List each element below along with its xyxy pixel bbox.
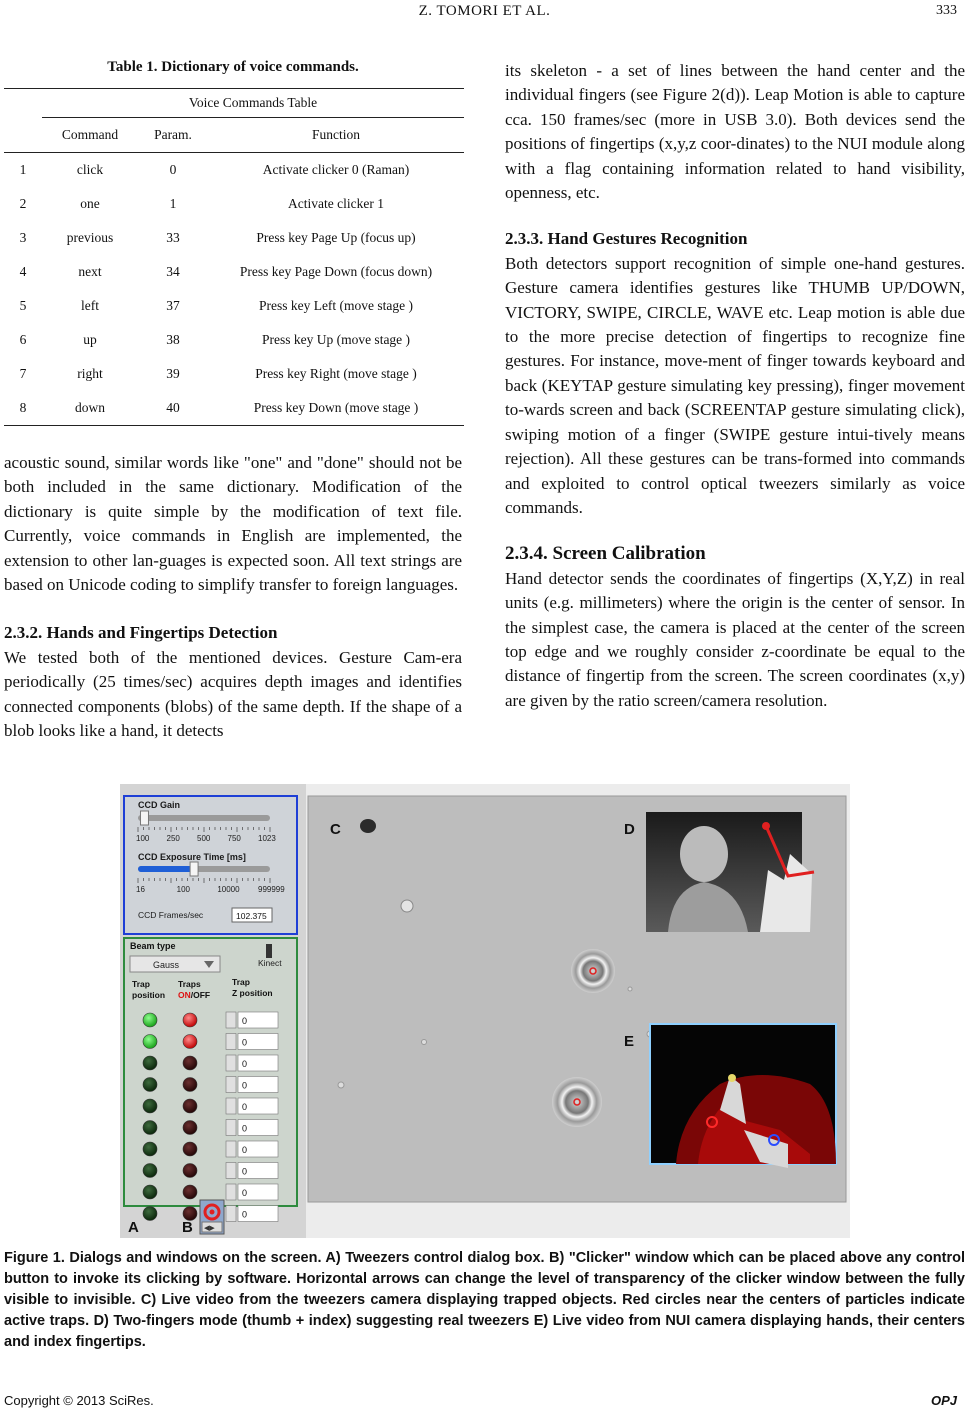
trap-position-led[interactable]	[143, 1099, 157, 1113]
z-position-value: 0	[242, 1145, 248, 1155]
table-row: 1 click 0 Activate clicker 0 (Raman)	[19, 162, 410, 177]
z-stepper[interactable]	[226, 1163, 236, 1179]
trapped-bead-1	[571, 949, 615, 993]
trap-onoff-led[interactable]	[183, 1185, 197, 1199]
z-position-value: 0	[242, 1037, 248, 1048]
paragraph: its skeleton - a set of lines between the hand center and the individual fingers (see Figure 2(d)). Leap Motion is able to capture cca. 150 frames/sec (more in USB 3.0). Both devices send the positions of fingertips (x,y,z coor-dinates) to the NUI module along with a flag containing information related to hand visibility, openness, etc.	[505, 61, 965, 203]
exposure-slider-fill	[138, 866, 194, 872]
journal-abbrev: OPJ	[930, 1393, 957, 1408]
page-number: 333	[936, 3, 957, 18]
trap-position-led[interactable]	[143, 1056, 157, 1070]
table-row: 7 right 39 Press key Right (move stage )	[19, 366, 417, 381]
tick-label: 100	[176, 885, 191, 894]
right-column-text	[505, 59, 965, 713]
label-a: A	[128, 1219, 139, 1236]
frames-value: 102.375	[236, 911, 267, 921]
z-position-value: 0	[242, 1102, 248, 1112]
tick-label: 10000	[217, 885, 240, 894]
trapped-bead-2	[552, 1077, 602, 1127]
kinect-label: Kinect	[258, 958, 282, 968]
index-fingertip	[728, 1074, 736, 1082]
trap-z-label-2: Z position	[232, 988, 273, 998]
gain-slider-thumb[interactable]	[140, 811, 148, 825]
label-e: E	[624, 1033, 635, 1050]
label-b: B	[182, 1219, 193, 1236]
trap-position-led[interactable]	[143, 1164, 157, 1178]
table-row: 2 one 1 Activate clicker 1	[19, 196, 384, 211]
tick-label: 16	[136, 885, 145, 894]
trap-onoff-led[interactable]	[183, 1078, 197, 1092]
table-row: 8 down 40 Press key Down (move stage )	[4, 391, 464, 426]
trap-position-label: Trap	[132, 979, 150, 989]
tick-label: 1023	[258, 834, 276, 843]
tick-label: 750	[227, 834, 241, 843]
label-d: D	[624, 821, 635, 838]
tick-label: 999999	[258, 885, 285, 894]
z-stepper[interactable]	[226, 1055, 236, 1071]
voice-commands-table	[4, 88, 464, 426]
kinect-toggle[interactable]	[266, 944, 272, 958]
z-stepper[interactable]	[226, 1206, 236, 1222]
trap-onoff-led[interactable]	[183, 1121, 197, 1135]
z-stepper[interactable]	[226, 1120, 236, 1136]
traps-label: Traps	[178, 979, 201, 989]
figure-caption: Figure 1. Dialogs and windows on the screen. A) Tweezers control dialog box. B) "Clicker" window which can be placed above any control button to invoke its clicking by software. Horizontal arrows can change the level of transparency of the clicker window between the fully visible to invisible. C) Live video from the tweezers camera displaying trapped objects. Red circles near the centers of particles indicate active traps. D) Two-fingers mode (thumb + index) suggesting real tweezers E) Live video from NUI camera displaying hands, their centers and index fingertips.	[4, 1250, 965, 1350]
particle-small	[401, 900, 413, 912]
ccd-gain-label: CCD Gain	[138, 800, 181, 810]
trap-position-led[interactable]	[143, 1185, 157, 1199]
trap-onoff-led[interactable]	[183, 1099, 197, 1113]
trap-onoff-led[interactable]	[183, 1035, 197, 1049]
table-row: 5 left 37 Press key Left (move stage )	[19, 298, 414, 313]
paragraph: We tested both of the mentioned devices. Gesture Cam-era periodically (25 times/sec) acquires depth images and identifies connected components (blobs) of the same depth. If the shape of a blob looks like a hand, it detects	[4, 647, 462, 741]
header-authors: Z. TOMORI ET AL.	[418, 3, 551, 19]
table-caption: Table 1. Dictionary of voice commands.	[107, 59, 359, 75]
z-stepper[interactable]	[226, 1034, 236, 1050]
exposure-slider-thumb[interactable]	[190, 862, 198, 876]
z-stepper[interactable]	[226, 1012, 236, 1028]
head-shape	[680, 826, 728, 882]
beam-type-value: Gauss	[153, 960, 180, 970]
section-heading: 2.3.3. Hand Gestures Recognition	[505, 229, 748, 249]
table-row: 6 up 38 Press key Up (move stage )	[19, 332, 411, 347]
column-header	[4, 118, 42, 153]
copyright: Copyright © 2013 SciRes.	[4, 1393, 154, 1408]
z-position-value: 0	[242, 1016, 248, 1026]
trap-onoff-led[interactable]	[183, 1164, 197, 1178]
trap-onoff-led[interactable]	[183, 1142, 197, 1156]
frames-label: CCD Frames/sec	[138, 910, 204, 920]
particle-dark	[360, 819, 376, 833]
figure-svg	[120, 784, 850, 1238]
section-heading: 2.3.2. Hands and Fingertips Detection	[4, 623, 278, 643]
z-position-value: 0	[242, 1166, 248, 1177]
z-stepper[interactable]	[226, 1098, 236, 1114]
table-row: 3 previous 33 Press key Page Up (focus up)	[19, 230, 416, 245]
z-position-value: 0	[242, 1059, 248, 1069]
trap-onoff-led[interactable]	[183, 1013, 197, 1027]
beam-type-label: Beam type	[130, 941, 176, 951]
z-position-value: 0	[242, 1080, 248, 1091]
z-stepper[interactable]	[226, 1141, 236, 1157]
table-group-header: Voice Commands Table	[42, 89, 464, 118]
trap-position-label-2: position	[132, 990, 166, 1000]
paragraph: Both detectors support recognition of simple one-hand gestures. Gesture camera identifies gestures like THUMB UP/DOWN, VICTORY, SWIPE, CIRCLE, WAVE etc. Leap motion is able due to the more precise detection of fingertips to recognize fine gestures. For instance, move-ment of finger towards keyboard and back (KEYTAP gesture simulating key pressing), finger movement to-wards screen and back (SCREENTAP gesture simulating click), swiping motion of a finger (SWIPE gesture intui-tively means rejection). All these gestures can be trans-formed into commands and exploited to control optical tweezers similarly as voice commands.	[505, 253, 965, 517]
section-heading: 2.3.4. Screen Calibration	[505, 543, 706, 565]
paragraph: acoustic sound, similar words like "one" and "done" should not be both included in the same dictionary. Modification of the dictionary is quite simple by the modification of text file. Currently, voice commands in English are implemented, the extension to other lan-guages is expected soon. All text strings are based on Unicode coding to simplify transfer to foreign languages.	[4, 453, 462, 595]
exposure-label: CCD Exposure Time [ms]	[138, 852, 246, 862]
trap-position-led[interactable]	[143, 1013, 157, 1027]
traps-onoff-label: ON/OFF	[178, 990, 211, 1000]
left-right-arrows-icon: ◀▶	[204, 1224, 215, 1232]
trap-onoff-led[interactable]	[183, 1056, 197, 1070]
table-row: 4 next 34 Press key Page Down (focus down)	[19, 264, 433, 279]
column-header: Command	[42, 118, 138, 153]
trap-position-led[interactable]	[143, 1121, 157, 1135]
gain-slider-track[interactable]	[138, 815, 270, 821]
tick-label: 250	[166, 834, 180, 843]
trap-position-led[interactable]	[143, 1142, 157, 1156]
left-column-text	[4, 451, 462, 743]
figure-1-screenshot	[120, 784, 850, 1238]
trap-position-led[interactable]	[143, 1035, 157, 1049]
tick-label: 500	[197, 834, 211, 843]
z-position-value: 0	[242, 1123, 248, 1134]
label-c: C	[330, 821, 341, 838]
paragraph: Hand detector sends the coordinates of fingertips (X,Y,Z) in real units (e.g. millimeters) where the origin is the center of sensor. In the simplest case, the camera is placed at the center of the screen top edge and we roughly consider z-coordinate be equal to the distance of fingertip from the screen. The screen coordinates (x,y) are given by the ratio screen/camera resolution.	[505, 568, 965, 710]
column-header: Function	[208, 118, 464, 153]
z-position-value: 0	[242, 1209, 248, 1220]
z-stepper[interactable]	[226, 1077, 236, 1093]
tick-label: 100	[136, 834, 150, 843]
fingertip-marker	[762, 822, 770, 830]
trap-position-led[interactable]	[143, 1207, 157, 1221]
z-stepper[interactable]	[226, 1184, 236, 1200]
z-position-value: 0	[242, 1188, 248, 1198]
column-header: Param.	[138, 118, 208, 153]
trap-position-led[interactable]	[143, 1078, 157, 1092]
trap-z-label: Trap	[232, 977, 250, 987]
